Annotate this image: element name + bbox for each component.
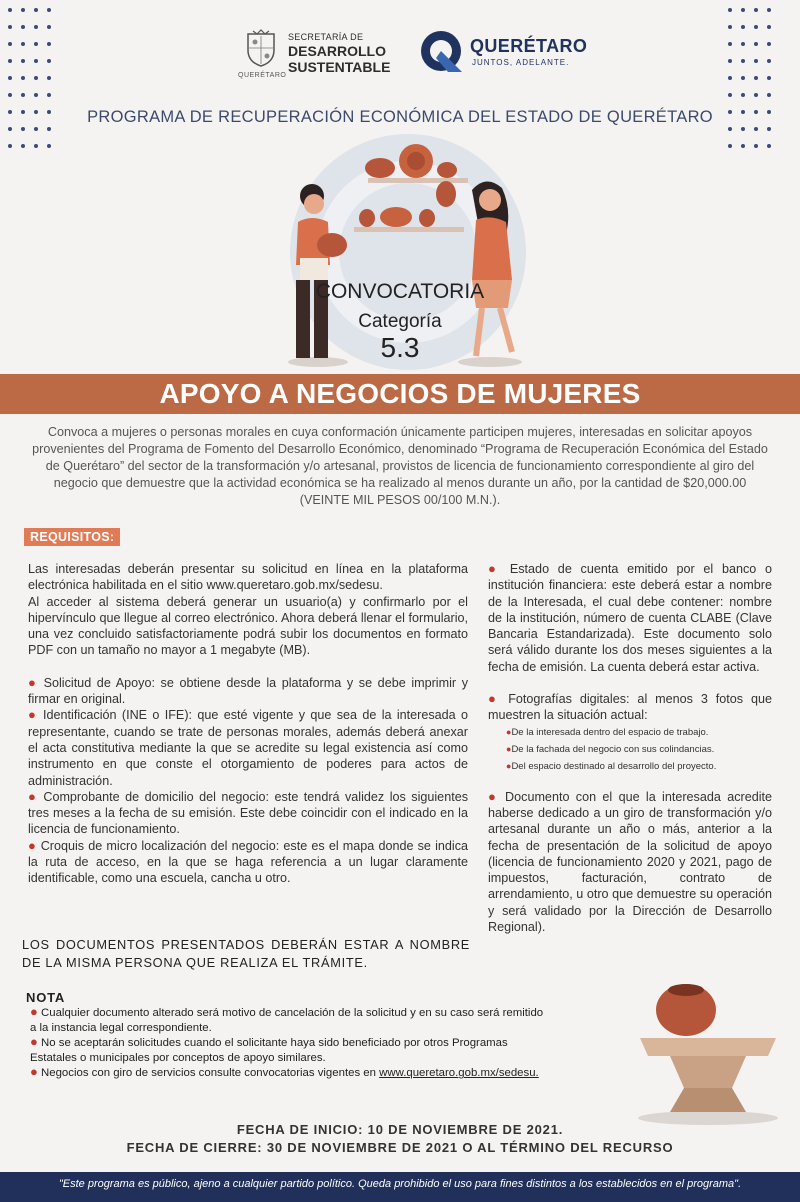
queretaro-q-logo-icon <box>418 28 464 74</box>
requirements-left-column <box>28 561 468 887</box>
list-item: ● No se aceptarán solicitudes cuando el solicitante haya sido beneficiado por otros Programas Estatales o municipales por conceptos de apoyo similares. <box>30 1034 508 1064</box>
bullet-dot-icon: ● <box>30 1064 38 1080</box>
queretaro-shield-icon <box>244 28 278 68</box>
dot-pattern-right <box>728 8 780 161</box>
sub-list-item: ●De la interesada dentro del espacio de trabajo. <box>506 726 709 738</box>
pot-on-pedestal-illustration <box>636 980 780 1130</box>
sds-line3: SUSTENTABLE <box>288 59 391 75</box>
documents-notice: LOS DOCUMENTOS PRESENTADOS DEBERÁN ESTAR A NOMBRE DE LA MISMA PERSONA QUE REALIZA EL TRÁMITE. <box>22 937 470 970</box>
sedesu-link[interactable]: www.queretaro.gob.mx/sedesu. <box>379 1067 539 1080</box>
bullet-dot-icon: ● <box>28 837 37 853</box>
bullet-dot-icon: ● <box>30 1034 38 1050</box>
queretaro-logo <box>418 28 588 76</box>
list-item: ● Negocios con giro de servicios consulte convocatorias vigentes en www.queretaro.gob.mx/sedesu. <box>30 1064 539 1080</box>
sds-line2: DESARROLLO <box>288 43 386 59</box>
dates-block <box>0 1121 800 1157</box>
list-item: ● Comprobante de domicilio del negocio: este tendrá validez los siguientes tres meses a la fecha de su emisión. Este debe coincidir con el indicado en la licencia de funcionamiento. <box>28 788 468 837</box>
nota-list <box>30 1005 550 1081</box>
sds-line1: SECRETARÍA DE <box>288 32 364 42</box>
bullet-dot-icon: ● <box>28 788 38 804</box>
bullet-dot-icon: ● <box>506 726 512 737</box>
list-item: ● Documento con el que la interesada acredite haberse dedicado a un giro de transformación y/o artesanal durante un año o más, anterior a la fecha de presentación de la solicitud de apoyo (licencia de funcionamiento 2020 y 2021, pago de impuestos, facturación, contrato de arrendamiento, u otro que demuestre su operación y será validado por la Dirección de Desarrollo Regional). <box>488 788 773 935</box>
footer-disclaimer: "Este programa es público, ajeno a cualquier partido político. Queda prohibido el uso para fines distintos a los establecidos en el programa". <box>58 1178 742 1190</box>
list-item: ● Cualquier documento alterado será motivo de cancelación de la solicitud y en su caso será remitido a la instancia legal correspondiente. <box>30 1004 544 1034</box>
bullet-dot-icon: ● <box>506 743 512 754</box>
convocatoria-label: CONVOCATORIA <box>315 280 485 303</box>
list-item: ● Croquis de micro localización del negocio: este es el mapa donde se indica la ruta de acceso, en la que se haga referencia a un lugar claramente identificable, como una escuela, cancha u otro. <box>28 837 469 886</box>
program-title: PROGRAMA DE RECUPERACIÓN ECONÓMICA DEL ESTADO DE QUERÉTARO <box>87 108 713 126</box>
left-paragraph-2: Al acceder al sistema deberá generar un usuario(a) y confirmarlo por el hipervínculo que llegue al correo electrónico. Ahora deberá llenar el formulario, una vez concluido satisfactoriamente podrá subir los documentos en formato PDF con un tamaño no mayor a 1 megabyte (MB). <box>28 594 468 658</box>
bullet-dot-icon: ● <box>488 561 502 576</box>
list-item: ● Estado de cuenta emitido por el banco o institución financiera: este deberá estar a nombre de la Interesada, el cual debe contener: nombre de la institución, número de cuenta CLABE (Clave Bancaria Estandarizada). Este documento solo será válido durante los dos meses siguientes a la fecha de emisión. La cuenta deberá estar activa. <box>488 561 772 674</box>
categoria-number: 5.3 <box>380 332 420 363</box>
dot-pattern-left <box>8 8 60 161</box>
bullet-dot-icon: ● <box>28 674 38 690</box>
requirements-right-column <box>488 561 772 935</box>
bullet-dot-icon: ● <box>506 760 512 771</box>
left-paragraph-1: Las interesadas deberán presentar su solicitud en línea en la plataforma electrónica habilitada en el sitio www.queretaro.gob.mx/sedesu. <box>28 562 468 593</box>
sub-list-item: ●De la fachada del negocio con sus colindancias. <box>506 743 715 755</box>
categoria-label: Categoría <box>358 311 442 332</box>
intro-paragraph: Convoca a mujeres o personas morales en cuya conformación únicamente participen mujeres, interesadas en solicitar apoyos provenientes del Programa de Fomento del Desarrollo Económico, denominado “Programa de Recuperación Económica del Estado de Querétaro” del sector de la transformación y/o artesanal, provistos de licencia de funcionamiento correspondiente al giro del negocio que demuestre que la actividad económica se ha realizado al menos durante un año, por la cantidad de $20,000.00 (VEINTE MIL PESOS 00/100 M.N.). <box>32 425 768 507</box>
list-item: ● Fotografías digitales: al menos 3 fotos que muestren la situación actual: <box>488 691 773 723</box>
queretaro-name: QUERÉTARO <box>470 36 588 56</box>
sub-list-item: ●Del espacio destinado al desarrollo del proyecto. <box>506 760 717 772</box>
requisitos-label: REQUISITOS: <box>24 528 120 546</box>
bullet-dot-icon: ● <box>28 707 38 723</box>
sds-under-label: QUERÉTARO <box>238 72 287 79</box>
list-item: ● Solicitud de Apoyo: se obtiene desde la plataforma y se debe imprimir y firmar en original. <box>28 674 468 707</box>
fecha-cierre: FECHA DE CIERRE: 30 DE NOVIEMBRE DE 2021 O AL TÉRMINO DEL RECURSO <box>126 1140 674 1155</box>
bullet-dot-icon: ● <box>488 691 501 707</box>
list-item: ● Identificación (INE o IFE): que esté vigente y que sea de la interesada o representante, cuando se trate de personas morales, además deberá anexar el acta constitutiva mediante la que se acredite su legal existencia así como instrumento en que conste el otorgamiento de poderes para actos de administración. <box>28 707 469 788</box>
sds-logo <box>238 28 390 82</box>
banner-title: APOYO A NEGOCIOS DE MUJERES <box>159 378 641 409</box>
bullet-dot-icon: ● <box>30 1004 38 1019</box>
fecha-inicio: FECHA DE INICIO: 10 DE NOVIEMBRE DE 2021. <box>236 1122 564 1137</box>
nota-title: NOTA <box>26 990 66 1005</box>
queretaro-slogan: JUNTOS, ADELANTE. <box>472 58 570 67</box>
bullet-dot-icon: ● <box>488 788 499 804</box>
